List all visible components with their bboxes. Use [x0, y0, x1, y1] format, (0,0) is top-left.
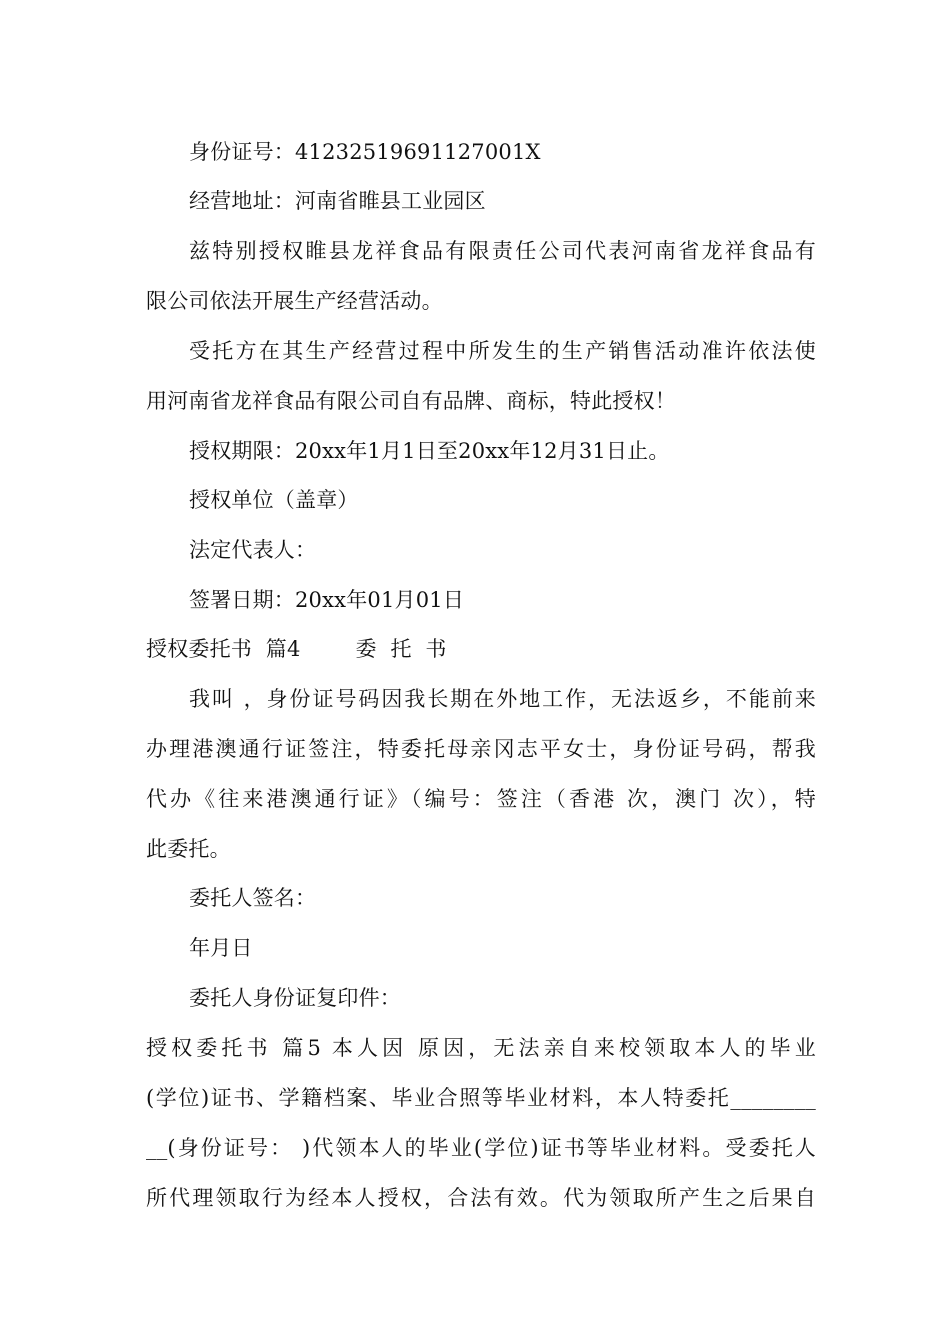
client-signature-line: 委托人签名： [189, 886, 317, 910]
graduation-paragraph-line-2: (学位)证书、学籍档案、毕业合照等毕业材料，本人特委托________ [146, 1086, 816, 1110]
entrustment-paragraph-line-2: 办理港澳通行证签注，特委托母亲冈志平女士，身份证号码，帮我 [146, 737, 816, 761]
authorization-period-line: 授权期限：20xx年1月1日至20xx年12月31日止。 [189, 439, 670, 463]
section-heading-article-4: 授权委托书 篇4 委 托 书 [146, 637, 447, 661]
signing-date-line: 签署日期：20xx年01月01日 [189, 588, 465, 612]
authorization-paragraph-line-2: 限公司依法开展生产经营活动。 [146, 289, 443, 313]
graduation-paragraph-line-4: 所代理领取行为经本人授权，合法有效。代为领取所产生之后果自 [146, 1186, 816, 1210]
business-address-line: 经营地址：河南省睢县工业园区 [189, 189, 486, 213]
authorization-paragraph-line-1: 兹特别授权睢县龙祥食品有限责任公司代表河南省龙祥食品有 [189, 239, 816, 263]
trustee-paragraph-line-2: 用河南省龙祥食品有限公司自有品牌、商标，特此授权！ [146, 389, 676, 413]
entrustment-paragraph-line-3: 代办《往来港澳通行证》（编号：签注（香港 次，澳门 次），特 [146, 787, 816, 811]
entrustment-paragraph-line-1: 我叫 ，身份证号码因我长期在外地工作，无法返乡，不能前来 [189, 687, 816, 711]
trustee-paragraph-line-1: 受托方在其生产经营过程中所发生的生产销售活动准许依法使 [189, 339, 816, 363]
date-line: 年月日 [189, 936, 253, 960]
legal-representative-line: 法定代表人： [189, 538, 317, 562]
client-id-copy-line: 委托人身份证复印件： [189, 986, 401, 1010]
id-number-line: 身份证号：41232519691127001X [189, 140, 541, 164]
section-heading-article-5: 授权委托书 篇5 本人因 原因，无法亲自来校领取本人的毕业 [146, 1036, 816, 1060]
entrustment-paragraph-line-4: 此委托。 [146, 837, 231, 861]
graduation-paragraph-line-3: __(身份证号： )代领本人的毕业(学位)证书等毕业材料。受委托人 [146, 1136, 816, 1160]
authorizing-unit-line: 授权单位（盖章） [189, 488, 359, 512]
